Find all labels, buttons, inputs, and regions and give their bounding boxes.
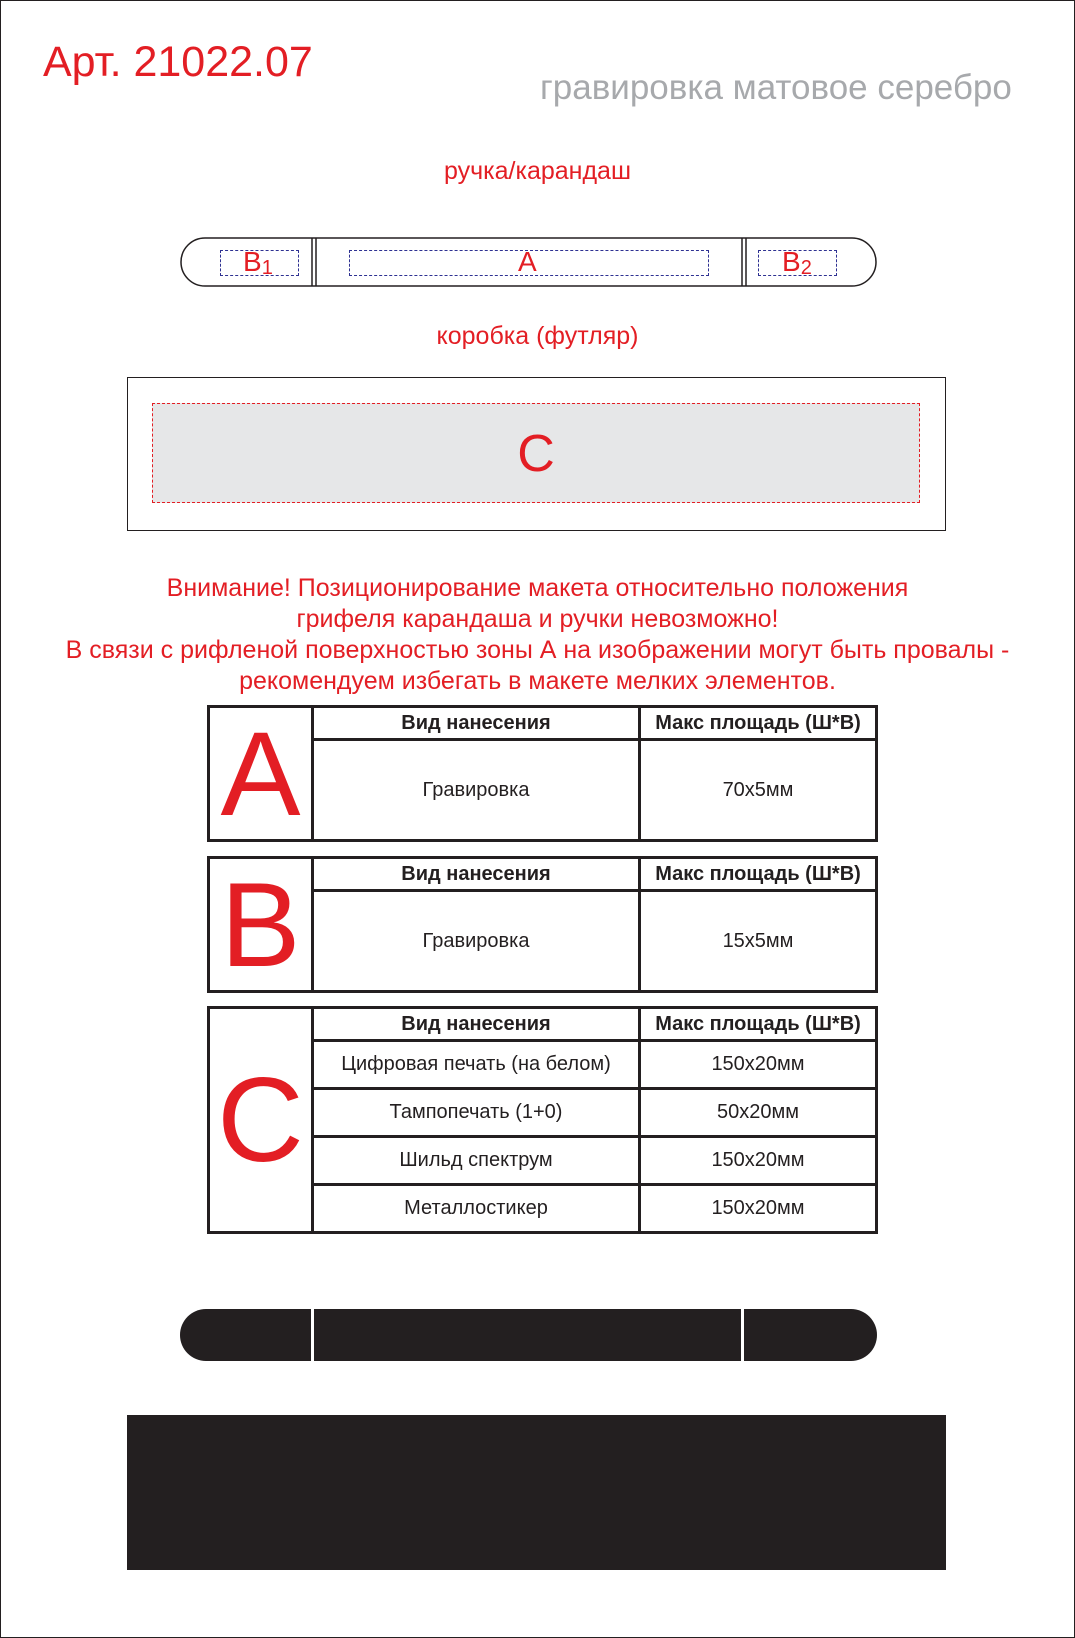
- warning-line: Внимание! Позиционирование макета относительно положения: [166, 574, 909, 602]
- warning-text: [0, 573, 1075, 697]
- table-letter: A: [209, 707, 313, 841]
- column-header-area: Макс площадь (Ш*В): [640, 707, 877, 740]
- table-zone-a: [207, 705, 878, 842]
- zone-b2-label: $B_2$: [782, 246, 812, 279]
- column-header-method: Вид нанесения: [313, 1008, 640, 1041]
- method-cell: Шильд спектрум: [313, 1137, 640, 1185]
- area-cell: 150x20мм: [640, 1185, 877, 1233]
- method-cell: Тампопечать (1+0): [313, 1089, 640, 1137]
- warning-line: В связи с рифленой поверхностью зоны А на изображении могут быть провалы -: [65, 636, 1010, 664]
- pen-caption: ручка/карандаш: [443, 157, 632, 185]
- column-header-area: Макс площадь (Ш*В): [640, 1008, 877, 1041]
- zone-a-label: A: [518, 246, 537, 277]
- area-cell: 150x20мм: [640, 1137, 877, 1185]
- box-outline: [127, 377, 946, 531]
- pen-silhouette-shape: [180, 1309, 877, 1361]
- column-header-area: Макс площадь (Ш*В): [640, 858, 877, 891]
- method-cell: Металлостикер: [313, 1185, 640, 1233]
- warning-line: рекомендуем избегать в макете мелких элементов.: [239, 667, 836, 695]
- area-cell: 150x20мм: [640, 1041, 877, 1089]
- table-letter: C: [209, 1008, 313, 1233]
- warning-line: грифеля карандаша и ручки невозможно!: [296, 605, 779, 633]
- finish-title: гравировка матовое серебро: [540, 68, 1012, 107]
- article-number: Арт. 21022.07: [43, 38, 313, 86]
- column-header-method: Вид нанесения: [313, 858, 640, 891]
- method-cell: Гравировка: [313, 891, 640, 992]
- table-letter: B: [209, 858, 313, 992]
- table-zone-b: [207, 856, 878, 993]
- zone-b1-label: $B_1$: [243, 246, 273, 279]
- pen-outline: [180, 237, 877, 287]
- method-cell: Цифровая печать (на белом): [313, 1041, 640, 1089]
- table-zone-c: [207, 1006, 878, 1234]
- column-header-method: Вид нанесения: [313, 707, 640, 740]
- box-caption: коробка (футляр): [436, 322, 639, 350]
- pen-silhouette: [180, 1309, 877, 1361]
- box-silhouette: [127, 1415, 946, 1570]
- method-cell: Гравировка: [313, 740, 640, 841]
- zone-c-label: C: [517, 425, 555, 483]
- area-cell: 70x5мм: [640, 740, 877, 841]
- area-cell: 15x5мм: [640, 891, 877, 992]
- area-cell: 50x20мм: [640, 1089, 877, 1137]
